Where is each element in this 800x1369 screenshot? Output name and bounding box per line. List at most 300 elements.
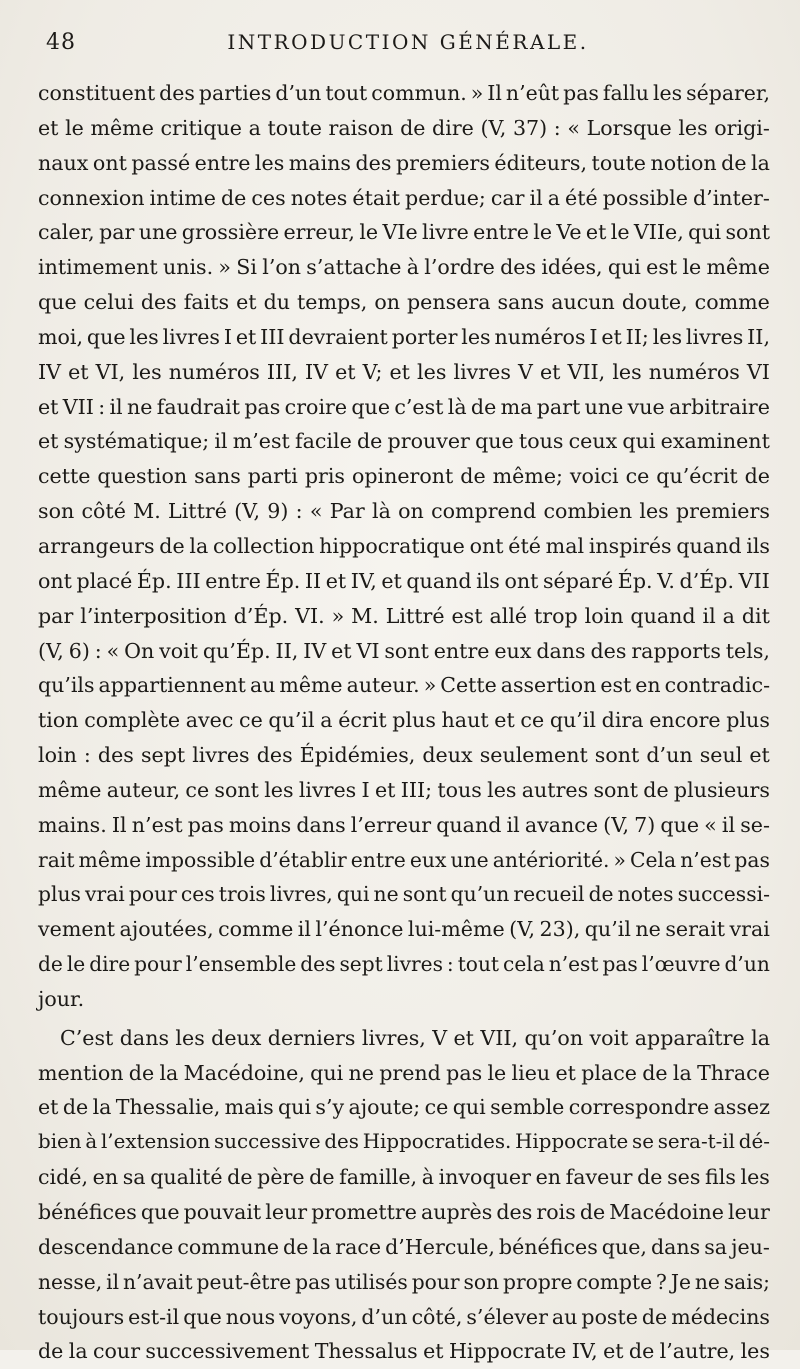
word: entre: [433, 638, 490, 663]
word: dé-: [738, 1130, 770, 1154]
word: faits: [183, 290, 230, 315]
word: de: [641, 1304, 668, 1329]
word: même;: [492, 464, 563, 489]
word: les: [254, 150, 285, 175]
word: :: [446, 952, 454, 977]
word: le: [66, 952, 86, 977]
word: écrit: [338, 708, 387, 733]
word: critique: [160, 115, 242, 140]
word: et: [335, 359, 356, 384]
word: seul: [699, 743, 743, 768]
word: ne: [694, 1269, 720, 1294]
word: faveur: [565, 1165, 633, 1190]
word: et: [749, 743, 770, 768]
word: deux: [211, 1025, 262, 1050]
word: lieu: [511, 1060, 551, 1085]
word: descendance: [38, 1234, 174, 1259]
word: d’Hercule,: [385, 1234, 495, 1259]
word: l’interposition: [80, 603, 227, 628]
word: sais;: [723, 1269, 770, 1294]
word: de: [128, 1060, 155, 1085]
word: des: [324, 1130, 359, 1154]
text-line: [38, 494, 770, 529]
word: ont: [469, 533, 504, 558]
word: que: [475, 429, 514, 454]
word: prend: [379, 1060, 441, 1085]
word: des: [300, 952, 336, 977]
word: les: [264, 777, 294, 802]
word: à: [85, 1130, 98, 1154]
word: compte: [576, 1269, 653, 1294]
word: jeu-: [731, 1234, 770, 1259]
word: II,: [747, 324, 770, 349]
word: toute: [267, 115, 322, 140]
word: son: [463, 1269, 500, 1294]
word: des: [97, 743, 134, 768]
text-line: [38, 1125, 770, 1160]
word: (V,: [603, 812, 630, 837]
word: côté,: [411, 1304, 463, 1329]
word: question: [97, 464, 188, 489]
word: là: [447, 394, 467, 419]
word: arbitraire: [668, 394, 770, 419]
word: livres: [685, 324, 744, 349]
word: VIIe,: [633, 220, 684, 245]
word: successivement: [145, 1339, 310, 1364]
word: V: [432, 1025, 448, 1050]
word: son: [38, 499, 75, 524]
word: leur: [265, 1200, 308, 1224]
word: toujours: [38, 1304, 125, 1329]
word: dire: [89, 952, 131, 977]
word: »: [218, 255, 232, 280]
word: autres: [521, 777, 589, 802]
text-line: [38, 1265, 770, 1300]
word: vue: [627, 394, 665, 419]
word: II: [304, 568, 322, 593]
text-line: [38, 982, 770, 1017]
text-line: [38, 529, 770, 564]
word: les: [652, 81, 683, 105]
word: est: [451, 603, 483, 628]
text-line: [38, 355, 770, 390]
word: numéros: [168, 359, 260, 384]
word: appartiennent: [98, 673, 246, 698]
text-line: [38, 808, 770, 843]
word: été: [565, 185, 598, 210]
word: constituent: [38, 81, 156, 105]
word: «: [309, 499, 323, 524]
word: et: [601, 324, 622, 349]
word: deux: [422, 743, 473, 768]
word: (V,: [509, 917, 536, 942]
word: et: [236, 290, 257, 315]
word: temps,: [297, 290, 368, 315]
text-line: [38, 634, 770, 669]
word: et: [585, 220, 607, 245]
word: nous: [225, 1304, 276, 1329]
word: qui: [310, 1060, 344, 1085]
word: et: [325, 568, 347, 593]
word: III: [176, 568, 201, 593]
word: se: [632, 1130, 654, 1154]
word: qu’écrit: [656, 464, 738, 489]
word: c’est: [394, 394, 444, 419]
word: s’élever: [466, 1304, 548, 1329]
word: toute: [591, 150, 646, 175]
word: et: [494, 708, 515, 733]
word: complète: [84, 708, 181, 733]
word: car: [490, 185, 525, 210]
word: la: [189, 533, 209, 558]
word: rait: [38, 847, 75, 872]
word: :: [553, 115, 561, 140]
word: plus: [726, 708, 770, 733]
word: parti: [247, 464, 298, 489]
text-line: [38, 703, 770, 738]
word: »: [470, 81, 484, 105]
word: M.: [351, 603, 379, 628]
word: III,: [266, 359, 298, 384]
word: s’y: [315, 1095, 345, 1120]
text-line: [38, 738, 770, 773]
word: »: [423, 673, 437, 698]
word: Thessalus: [314, 1339, 418, 1364]
word: voici: [569, 464, 619, 489]
word: d’un: [724, 952, 770, 977]
word: ce: [424, 1095, 449, 1120]
word: en: [535, 1165, 562, 1190]
word: il: [297, 917, 311, 942]
word: la: [312, 1234, 332, 1259]
word: III: [260, 324, 285, 349]
word: idées,: [541, 255, 603, 280]
word: moins: [228, 812, 292, 837]
word: IV: [303, 638, 327, 663]
word: sont: [593, 777, 638, 802]
word: que: [140, 1200, 180, 1224]
word: notes: [617, 882, 674, 907]
word: vrai: [85, 882, 125, 907]
word: l’extension: [100, 1130, 211, 1154]
word: séparé: [542, 568, 614, 593]
word: livres,: [361, 1025, 426, 1050]
word: lui-même: [407, 917, 505, 942]
word: tous: [437, 777, 482, 802]
word: opineront: [351, 464, 454, 489]
word: du: [263, 290, 291, 315]
word: a: [248, 115, 261, 140]
word: dans: [650, 1234, 701, 1259]
word: Il: [487, 81, 502, 105]
word: utilisés: [334, 1269, 408, 1294]
word: devraient: [288, 324, 388, 349]
word: notion: [650, 150, 717, 175]
word: une: [584, 394, 624, 419]
word: il: [214, 429, 228, 454]
word: haut: [441, 708, 489, 733]
word: pas: [734, 847, 770, 872]
word: systématique;: [63, 429, 210, 454]
text-line: [38, 76, 770, 111]
text-line: [38, 668, 770, 703]
word: qu’il: [549, 708, 596, 733]
word: VII: [62, 394, 94, 419]
word: 9): [267, 499, 289, 524]
word: loin: [38, 743, 77, 768]
word: quand: [436, 812, 502, 837]
word: pas: [295, 1269, 331, 1294]
word: n’est: [131, 812, 183, 837]
word: entre: [350, 847, 406, 872]
word: qui: [336, 882, 370, 907]
word: semble: [490, 1095, 565, 1120]
word: les: [678, 115, 708, 140]
word: est: [646, 255, 678, 280]
word: médecins: [671, 1304, 770, 1329]
word: bénéfices: [38, 1200, 137, 1224]
text-line: [38, 215, 770, 250]
word: entre: [205, 568, 261, 593]
word: cidé,: [38, 1165, 89, 1190]
word: se-: [740, 812, 770, 837]
word: de: [460, 464, 486, 489]
word: Épidémies,: [299, 743, 416, 768]
word: fils: [705, 1165, 736, 1190]
word: VII: [738, 568, 770, 593]
word: raison: [328, 115, 394, 140]
word: commun.: [371, 81, 467, 105]
text-line: [38, 1300, 770, 1335]
word: qui: [452, 1095, 486, 1120]
word: et: [235, 324, 257, 349]
word: possible: [602, 185, 688, 210]
word: que: [86, 324, 126, 349]
word: fallu: [602, 81, 649, 105]
word: des: [500, 255, 537, 280]
paragraph-1: [38, 76, 770, 1017]
word: pas: [446, 1060, 483, 1085]
word: de: [62, 1095, 89, 1120]
word: I: [589, 324, 598, 349]
word: eux: [494, 638, 532, 663]
word: ont: [38, 568, 72, 593]
word: il: [702, 603, 716, 628]
word: tion: [38, 708, 79, 733]
word: ce: [625, 464, 650, 489]
text-line: [38, 1021, 770, 1056]
word: les: [639, 499, 669, 524]
word: de: [579, 1200, 606, 1224]
word: de: [642, 1060, 668, 1085]
word: et: [331, 638, 352, 663]
word: et: [38, 115, 59, 140]
word: III;: [400, 777, 433, 802]
word: dans: [536, 638, 586, 663]
word: sera-t-il: [657, 1130, 735, 1154]
word: sa: [122, 1165, 146, 1190]
word: éditeurs,: [494, 150, 588, 175]
word: commune: [177, 1234, 280, 1259]
word: allé: [489, 603, 528, 628]
word: et: [381, 568, 402, 593]
word: auteur,: [106, 777, 181, 802]
word: là: [372, 499, 391, 524]
running-title: INTRODUCTION GÉNÉRALE.: [227, 30, 589, 54]
word: ils: [476, 568, 500, 593]
word: plus: [38, 882, 81, 907]
word: I: [223, 324, 232, 349]
word: contradic-: [664, 673, 770, 698]
word: les: [132, 359, 162, 384]
word: (V,: [38, 638, 64, 663]
text-line: [38, 564, 770, 599]
word: le: [533, 220, 553, 245]
word: auprès: [420, 1200, 493, 1224]
word: qui: [607, 255, 641, 280]
word: plus: [392, 708, 436, 733]
word: vement: [38, 917, 116, 942]
text-line: [38, 181, 770, 216]
word: en: [635, 673, 661, 698]
word: de: [588, 882, 614, 907]
word: Thessalie,: [115, 1095, 221, 1120]
word: connexion: [38, 185, 145, 210]
word: croire: [284, 394, 348, 419]
word: ont: [92, 150, 127, 175]
word: origi-: [714, 115, 770, 140]
word: (V,: [234, 499, 260, 524]
word: Macédoine,: [183, 1060, 305, 1085]
word: au: [551, 1304, 578, 1329]
text-line: [38, 1195, 770, 1230]
word: sont: [725, 220, 770, 245]
word: pas: [602, 952, 638, 977]
word: bien: [38, 1130, 82, 1154]
word: «: [704, 812, 717, 837]
word: l’erreur: [350, 812, 432, 837]
word: Macédoine: [609, 1200, 724, 1224]
text-line: [38, 843, 770, 878]
word: prouver: [387, 429, 470, 454]
word: même: [38, 777, 102, 802]
word: n’eût: [505, 81, 560, 105]
word: VI: [746, 359, 770, 384]
word: Par: [329, 499, 365, 524]
word: voyons,: [279, 1304, 358, 1329]
word: et: [374, 777, 396, 802]
word: VI: [356, 638, 380, 663]
word: et: [38, 1095, 59, 1120]
word: qui: [688, 220, 722, 245]
word: les: [487, 777, 517, 802]
word: de: [356, 429, 383, 454]
word: la: [672, 1060, 692, 1085]
word: le: [65, 115, 84, 140]
word: parties: [198, 81, 272, 105]
word: le: [359, 220, 379, 245]
word: jour.: [38, 986, 85, 1011]
word: l’ordre: [424, 255, 495, 280]
word: pour: [134, 952, 182, 977]
text-line: [38, 1056, 770, 1091]
word: Cela: [629, 847, 677, 872]
word: par: [99, 220, 135, 245]
word: tout: [325, 81, 368, 105]
word: d’Ép.: [233, 603, 289, 628]
word: avec: [185, 708, 234, 733]
word: d’établir: [259, 847, 347, 872]
word: II,: [275, 638, 299, 663]
word: peut-être: [196, 1269, 292, 1294]
word: vrai: [729, 917, 770, 942]
word: impossible: [145, 847, 256, 872]
word: Cette: [440, 673, 497, 698]
word: premiers: [395, 150, 490, 175]
word: de: [637, 1165, 663, 1190]
word: VII,: [480, 1025, 519, 1050]
word: promettre: [311, 1200, 417, 1224]
word: :: [295, 499, 303, 524]
text-line: [38, 912, 770, 947]
word: numéros: [648, 359, 740, 384]
word: Lorsque: [586, 115, 672, 140]
word: entre: [194, 150, 251, 175]
word: les: [740, 1165, 770, 1190]
word: successive: [214, 1130, 321, 1154]
word: combien: [543, 499, 633, 524]
word: les: [652, 324, 683, 349]
word: propre: [503, 1269, 573, 1294]
word: de: [470, 394, 497, 419]
word: père: [257, 1165, 305, 1190]
word: ajoutées,: [119, 917, 214, 942]
word: pouvait: [183, 1200, 262, 1224]
word: examinent: [660, 429, 770, 454]
word: le: [487, 1060, 507, 1085]
word: il: [109, 394, 123, 419]
word: comprend: [431, 499, 537, 524]
word: VI,: [95, 359, 126, 384]
word: de: [744, 464, 770, 489]
word: des: [355, 150, 392, 175]
word: tous: [518, 429, 564, 454]
text-line: [38, 599, 770, 634]
word: l’ensemble: [185, 952, 297, 977]
word: livres: [192, 743, 250, 768]
word: comme: [218, 917, 294, 942]
word: qu’il: [268, 708, 315, 733]
text-line: [38, 146, 770, 181]
word: race: [335, 1234, 382, 1259]
word: qualité: [150, 1165, 223, 1190]
word: la: [159, 1060, 179, 1085]
word: passé: [131, 150, 191, 175]
word: invoquer: [438, 1165, 531, 1190]
word: de: [721, 150, 747, 175]
word: dans: [296, 812, 346, 837]
word: facile: [295, 429, 352, 454]
word: assertion: [500, 673, 597, 698]
word: Hippocratides.: [362, 1130, 512, 1154]
word: il: [529, 185, 543, 210]
word: de: [309, 1165, 335, 1190]
word: même: [279, 673, 343, 698]
word: côté: [81, 499, 126, 524]
word: d’un: [275, 81, 322, 105]
text-line: [38, 285, 770, 320]
word: premiers: [675, 499, 770, 524]
